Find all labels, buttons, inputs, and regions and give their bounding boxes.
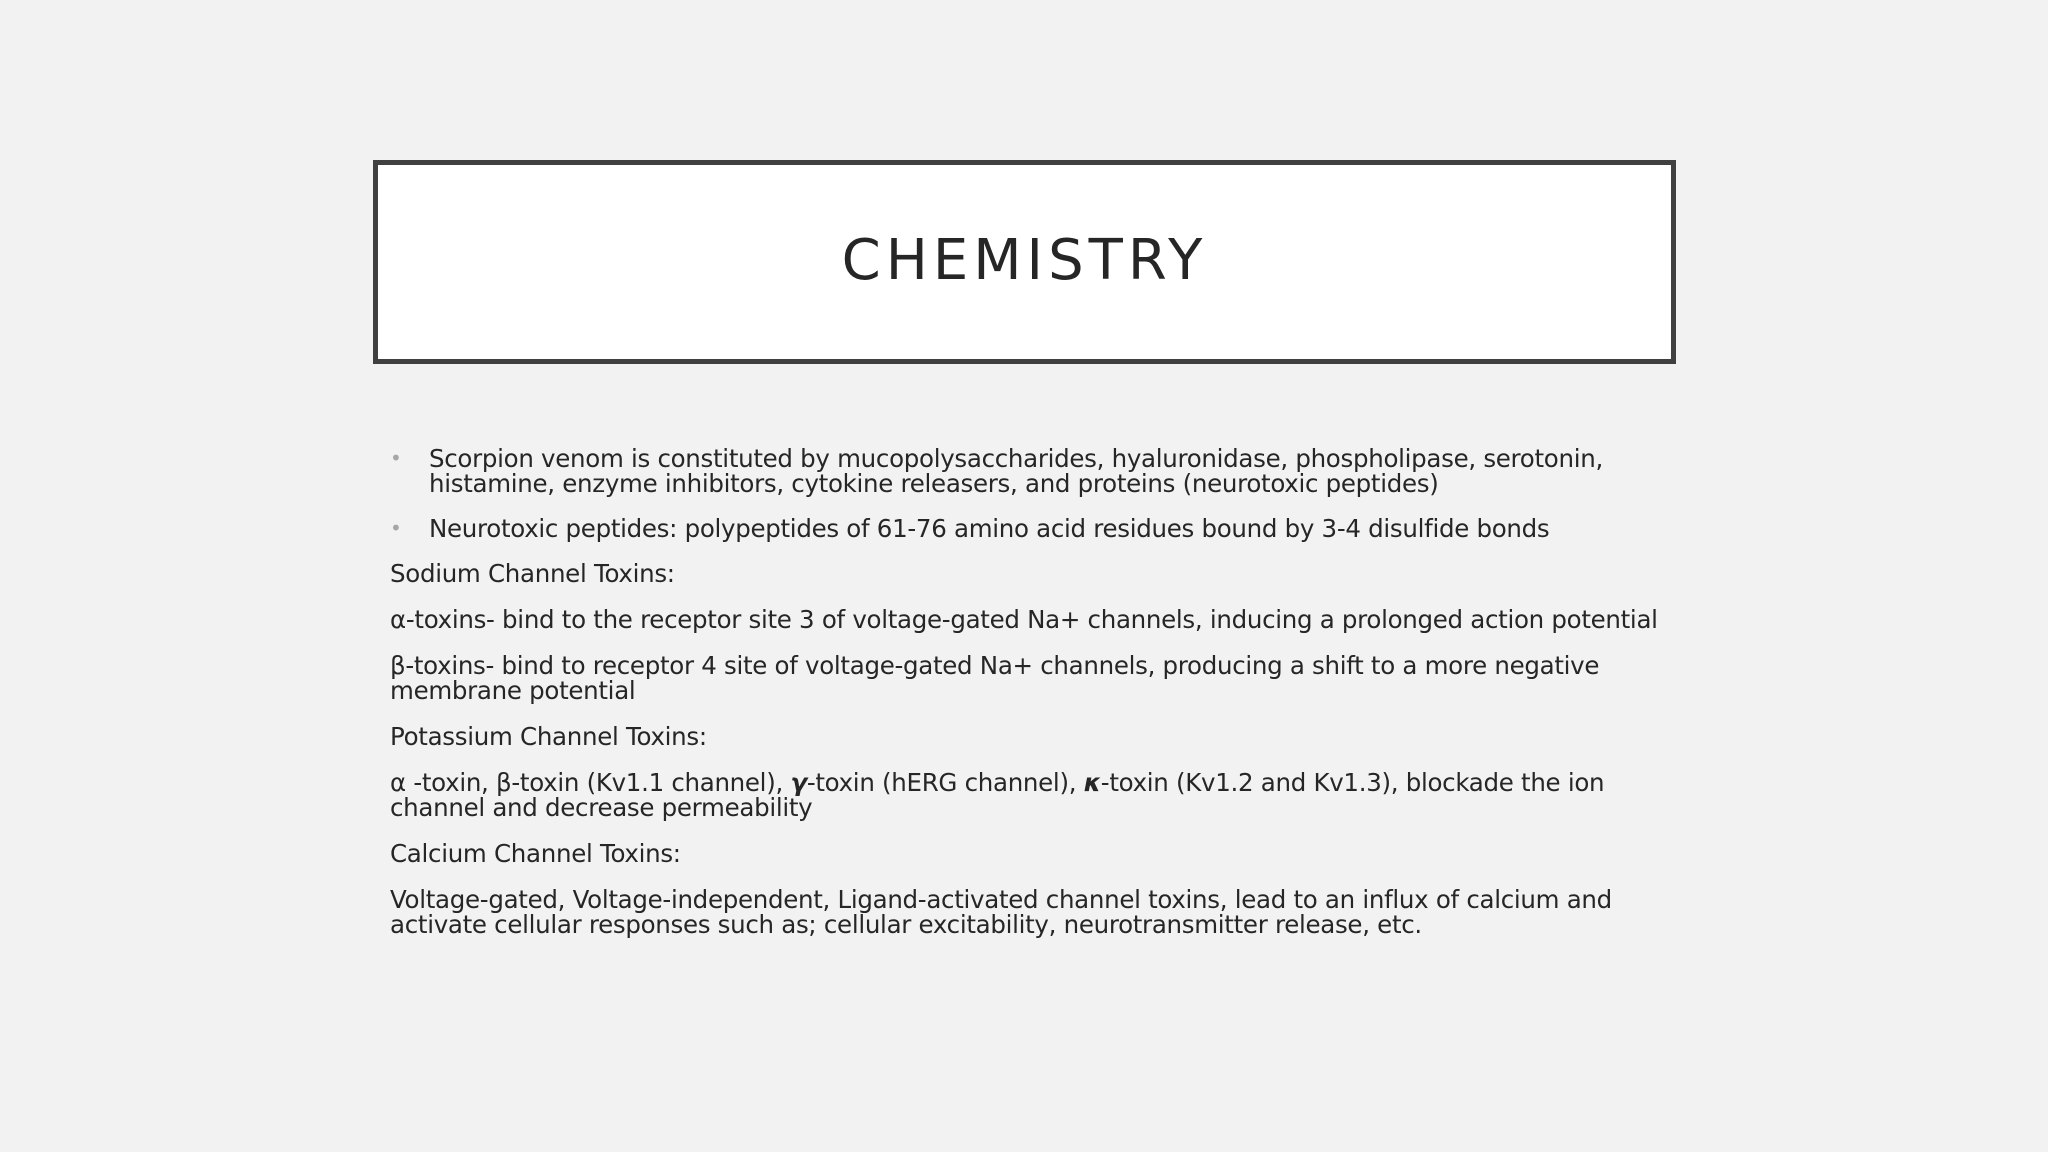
bullet-text: Scorpion venom is constituted by mucopolysaccharides, hyaluronidase, phospholipase, serotonin, histamine, enzyme inhibitors, cytokine releasers, and proteins (neurotoxic peptides): [429, 444, 1603, 498]
beta-toxins-text: β-toxins- bind to receptor 4 site of voltage-gated Na+ channels, producing a shift to a more negative membrane potential: [390, 651, 1600, 705]
potassium-toxins-text: [390, 770, 1680, 820]
calcium-heading: Calcium Channel Toxins:: [390, 839, 681, 868]
bullet-item: [390, 446, 1680, 496]
kappa-symbol: κ: [1083, 768, 1101, 797]
calcium-toxins-text: Voltage-gated, Voltage-independent, Ligand-activated channel toxins, lead to an influx of calcium and activate cellular responses such as; cellular excitability, neurotransmitter release, etc.: [390, 885, 1612, 939]
bullet-marker: •: [390, 446, 402, 470]
potassium-heading: Potassium Channel Toxins:: [390, 722, 707, 751]
title-box: [373, 160, 1676, 364]
slide-title: CHEMISTRY: [841, 227, 1208, 293]
gamma-symbol: γ: [790, 768, 807, 797]
sodium-heading: Sodium Channel Toxins:: [390, 559, 675, 588]
bullet-item: [390, 516, 1680, 541]
alpha-toxins-text: α-toxins- bind to the receptor site 3 of voltage-gated Na+ channels, inducing a prolonged action potential: [390, 605, 1658, 634]
potassium-text-part: α -toxin, β-toxin (Kv1.1 channel),: [390, 768, 791, 797]
bullet-marker: •: [390, 516, 402, 540]
potassium-text-part: -toxin (Kv1.2 and Kv1.3), blockade the ion channel and decrease permeability: [390, 768, 1605, 822]
bullet-text: Neurotoxic peptides: polypeptides of 61-76 amino acid residues bound by 3-4 disulfide bonds: [429, 514, 1550, 543]
slide-content: [390, 446, 1680, 958]
potassium-text-part: -toxin (hERG channel),: [806, 768, 1084, 797]
